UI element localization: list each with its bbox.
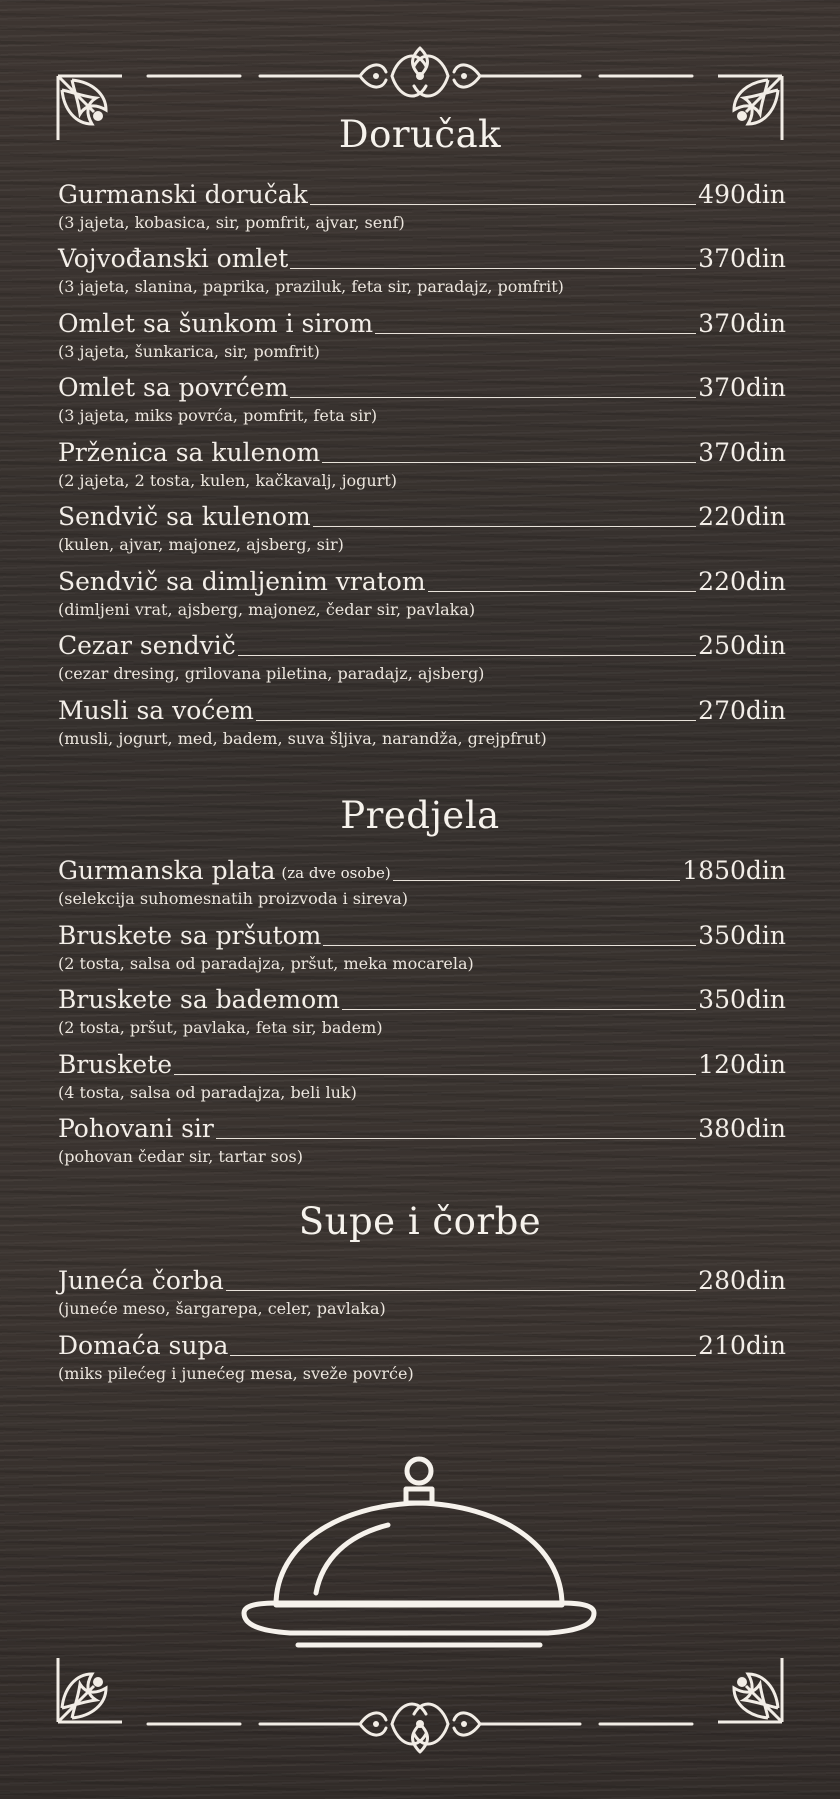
leader-line <box>290 396 696 398</box>
item-name: Gurmanska plata <box>58 856 276 885</box>
item-description: (juneće meso, šargarepa, celer, pavlaka) <box>58 1299 386 1318</box>
menu-item <box>58 563 786 621</box>
item-description: (miks pilećeg i junećeg mesa, sveže povrće) <box>58 1364 414 1383</box>
item-price: 370din <box>698 309 786 338</box>
leader-line <box>322 461 696 463</box>
menu-item <box>58 692 786 750</box>
item-description: (cezar dresing, grilovana piletina, paradajz, ajsberg) <box>58 664 485 683</box>
item-name: Domaća supa <box>58 1331 229 1360</box>
item-note: (za dve osobe) <box>281 864 391 882</box>
item-name: Omlet sa povrćem <box>58 373 289 402</box>
item-description: (pohovan čedar sir, tartar sos) <box>58 1147 303 1166</box>
item-description: (dimljeni vrat, ajsberg, majonez, čedar sir, pavlaka) <box>58 600 476 619</box>
item-price: 210din <box>698 1331 786 1360</box>
item-price: 280din <box>698 1266 786 1295</box>
item-description: (3 jajeta, kobasica, sir, pomfrit, ajvar, senf) <box>58 213 405 232</box>
leader-line <box>393 879 681 881</box>
leader-line <box>290 267 696 269</box>
item-description: (kulen, ajvar, majonez, ajsberg, sir) <box>58 535 344 554</box>
item-price: 350din <box>698 921 786 950</box>
item-description: (4 tosta, salsa od paradajza, beli luk) <box>58 1083 357 1102</box>
item-description: (3 jajeta, slanina, paprika, praziluk, feta sir, paradajz, pomfrit) <box>58 277 564 296</box>
leader-line <box>313 525 696 527</box>
item-description: (musli, jogurt, med, badem, suva šljiva, narandža, grejpfrut) <box>58 729 547 748</box>
item-name: Cezar sendvič <box>58 631 236 660</box>
leader-line <box>238 654 696 656</box>
item-price: 370din <box>698 373 786 402</box>
menu-item <box>58 176 786 234</box>
item-price: 370din <box>698 438 786 467</box>
section-title-predjela: Predjela <box>340 794 500 837</box>
menu-item <box>58 240 786 298</box>
menu-item <box>58 981 786 1039</box>
item-name: Bruskete sa bademom <box>58 985 340 1014</box>
item-name: Juneća čorba <box>58 1266 224 1295</box>
item-name: Prženica sa kulenom <box>58 438 321 467</box>
top-divider-icon <box>130 40 710 110</box>
item-description: (3 jajeta, miks povrća, pomfrit, feta sir) <box>58 406 378 425</box>
item-description: (selekcija suhomesnatih proizvoda i sireva) <box>58 889 409 908</box>
item-name: Gurmanski doručak <box>58 180 308 209</box>
leader-line <box>310 203 696 205</box>
item-description: (2 jajeta, 2 tosta, kulen, kačkavalj, jogurt) <box>58 471 398 490</box>
menu-item <box>58 852 786 910</box>
bottom-right-corner-icon <box>714 1654 786 1726</box>
menu-item <box>58 369 786 427</box>
leader-line <box>375 332 696 334</box>
item-name: Pohovani sir <box>58 1114 214 1143</box>
leader-line <box>230 1354 696 1356</box>
leader-line <box>216 1137 696 1139</box>
cloche-dish-icon <box>238 1455 600 1650</box>
item-name: Musli sa voćem <box>58 696 254 725</box>
leader-line <box>256 719 696 721</box>
menu-item <box>58 917 786 975</box>
item-name: Sendvič sa dimljenim vratom <box>58 567 426 596</box>
menu-item <box>58 1262 786 1320</box>
bottom-divider-icon <box>130 1690 710 1760</box>
menu-item <box>58 498 786 556</box>
menu-item <box>58 1110 786 1168</box>
menu-item <box>58 627 786 685</box>
leader-line <box>226 1289 696 1291</box>
item-name: Bruskete <box>58 1050 173 1079</box>
item-price: 490din <box>698 180 786 209</box>
menu-item <box>58 1327 786 1385</box>
item-price: 380din <box>698 1114 786 1143</box>
item-description: (3 jajeta, šunkarica, sir, pomfrit) <box>58 342 320 361</box>
item-description: (2 tosta, pršut, pavlaka, feta sir, badem) <box>58 1018 383 1037</box>
item-price: 1850din <box>682 856 786 885</box>
bottom-left-corner-icon <box>54 1654 126 1726</box>
leader-line <box>174 1073 696 1075</box>
menu-item <box>58 434 786 492</box>
item-description: (2 tosta, salsa od paradajza, pršut, meka mocarela) <box>58 954 474 973</box>
item-price: 220din <box>698 567 786 596</box>
item-price: 250din <box>698 631 786 660</box>
leader-line <box>323 944 696 946</box>
leader-line <box>428 590 697 592</box>
section-title-supe: Supe i čorbe <box>298 1200 542 1243</box>
item-price: 270din <box>698 696 786 725</box>
item-price: 350din <box>698 985 786 1014</box>
section-title-dorucak: Doručak <box>338 113 502 156</box>
item-price: 120din <box>698 1050 786 1079</box>
leader-line <box>342 1008 696 1010</box>
item-name: Omlet sa šunkom i sirom <box>58 309 374 338</box>
item-name: Vojvođanski omlet <box>58 244 289 273</box>
item-price: 370din <box>698 244 786 273</box>
item-name: Bruskete sa pršutom <box>58 921 322 950</box>
item-name: Sendvič sa kulenom <box>58 502 311 531</box>
item-price: 220din <box>698 502 786 531</box>
menu-item <box>58 1046 786 1104</box>
menu-item <box>58 305 786 363</box>
